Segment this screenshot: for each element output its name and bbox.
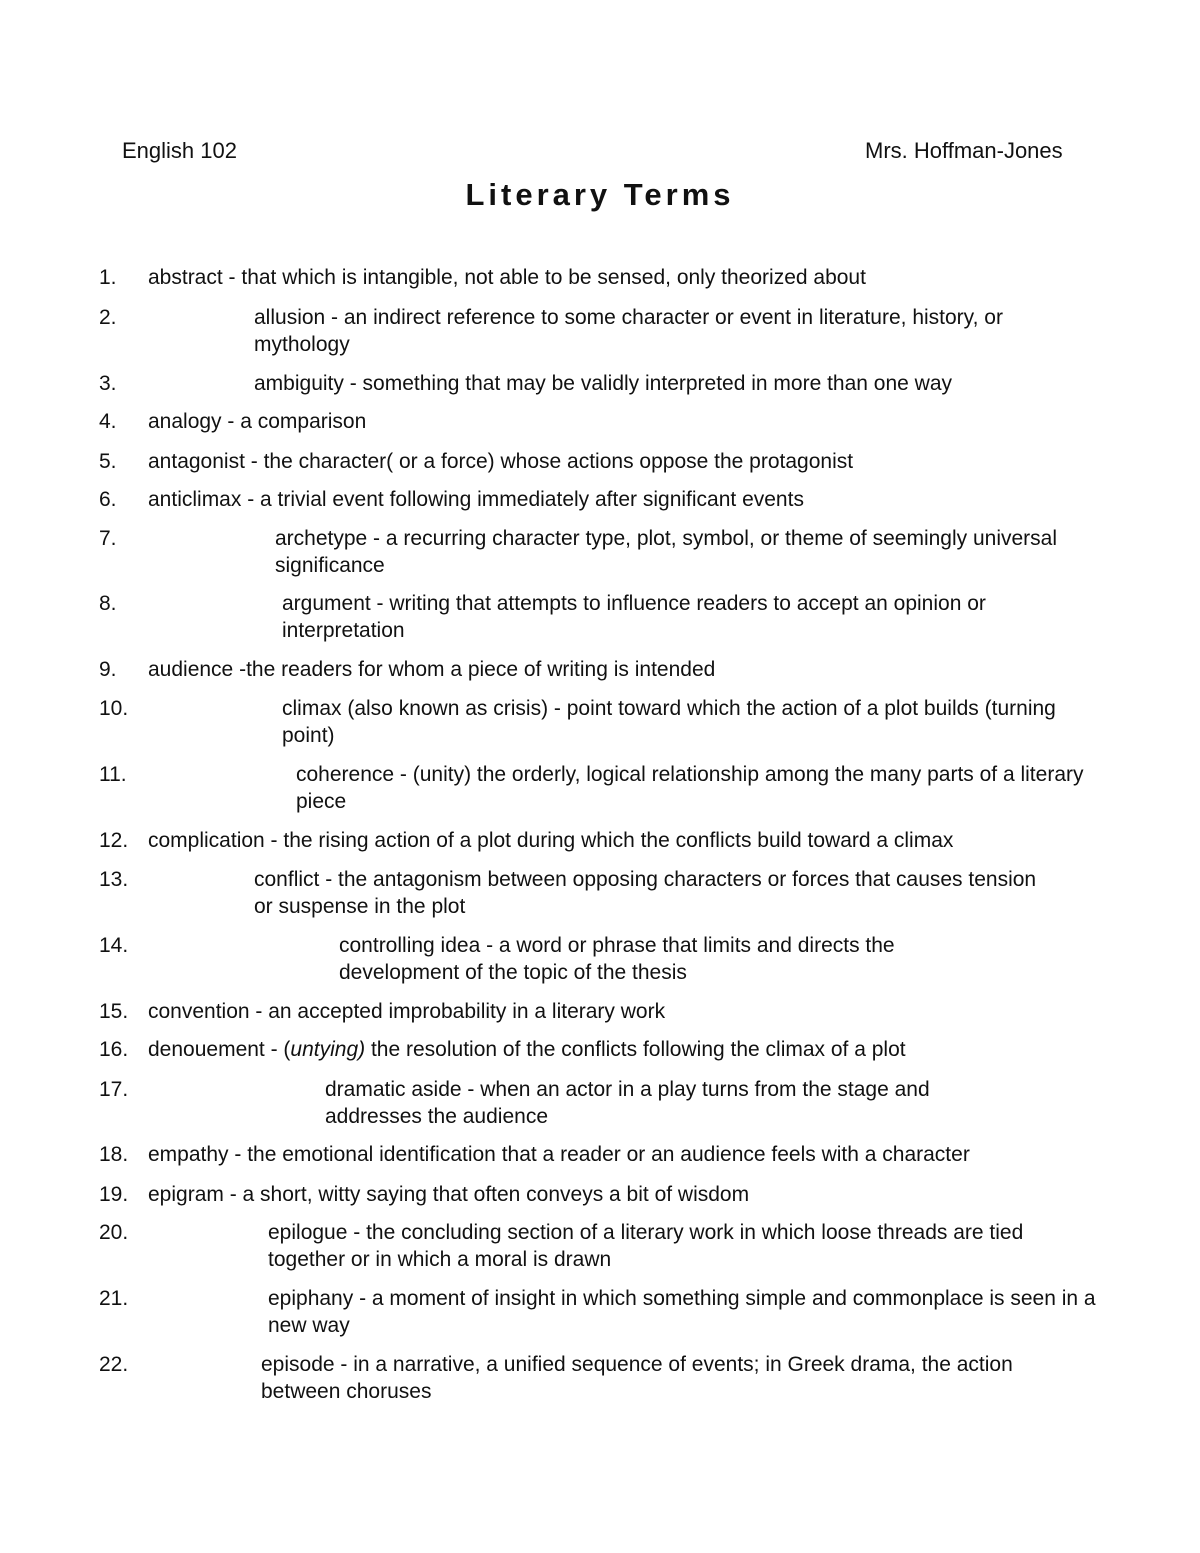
item-number: 19. [99,1183,129,1206]
item-number: 9. [99,658,117,681]
item-number: 17. [99,1078,129,1101]
item-text: convention - an accepted improbability in a literary work [148,1000,666,1023]
item-number: 1. [99,266,117,289]
item-number: 16. [99,1038,129,1061]
item-number: 10. [99,697,129,720]
item-text: epiphany - a moment of insight in which something simple and commonplace is seen in a new way [268,1287,1096,1337]
item-text: epilogue - the concluding section of a literary work in which loose threads are tied together or in which a moral is drawn [268,1221,1024,1271]
item-text: anticlimax - a trivial event following immediately after significant events [148,488,804,511]
item-text: archetype - a recurring character type, plot, symbol, or theme of seemingly universal significance [275,527,1058,577]
item-text: coherence - (unity) the orderly, logical relationship among the many parts of a literary piece [296,763,1084,813]
item-number: 18. [99,1143,129,1166]
item-text: dramatic aside - when an actor in a play turns from the stage and addresses the audience [325,1078,930,1128]
item-number: 7. [99,527,117,550]
item-text: argument - writing that attempts to influence readers to accept an opinion or interpretation [282,592,986,642]
item-number: 13. [99,868,129,891]
item-text: analogy - a comparison [148,410,367,433]
item-text: empathy - the emotional identification that a reader or an audience feels with a character [148,1143,970,1166]
item-number: 15. [99,1000,129,1023]
item-number: 3. [99,372,117,395]
page-title: Literary Terms [465,177,735,212]
item-number: 21. [99,1287,129,1310]
item-text: climax (also known as crisis) - point toward which the action of a plot builds (turning point) [282,697,1056,747]
item-text: controlling idea - a word or phrase that limits and directs the development of the topic of the thesis [339,934,895,984]
item-number: 2. [99,306,117,329]
item-number: 14. [99,934,129,957]
item-text-part: denouement - ( [148,1038,291,1061]
item-text: antagonist - the character( or a force) whose actions oppose the protagonist [148,450,854,473]
item-number: 8. [99,592,117,615]
item-text: complication - the rising action of a plot during which the conflicts build toward a climax [148,829,954,852]
course-name: English 102 [122,138,237,163]
item-text: abstract - that which is intangible, not able to be sensed, only theorized about [148,266,866,289]
item-text: ambiguity - something that may be validly interpreted in more than one way [254,372,953,395]
item-number: 20. [99,1221,129,1244]
item-number: 22. [99,1353,129,1376]
item-text-italic: untying) [290,1038,366,1061]
item-text: allusion - an indirect reference to some character or event in literature, history, or mythology [254,306,1003,356]
item-text: epigram - a short, witty saying that often conveys a bit of wisdom [148,1183,750,1206]
item-number: 11. [99,763,127,786]
teacher-name: Mrs. Hoffman-Jones [865,138,1063,163]
item-number: 12. [99,829,129,852]
item-number: 4. [99,410,117,433]
item-text: episode - in a narrative, a unified sequence of events; in Greek drama, the action between choruses [261,1353,1013,1403]
item-text-part: the resolution of the conflicts following the climax of a plot [365,1038,906,1061]
item-text: conflict - the antagonism between opposing characters or forces that causes tension or suspense in the plot [254,868,1037,918]
item-number: 5. [99,450,117,473]
item-text: audience -the readers for whom a piece of writing is intended [148,658,716,681]
item-number: 6. [99,488,117,511]
